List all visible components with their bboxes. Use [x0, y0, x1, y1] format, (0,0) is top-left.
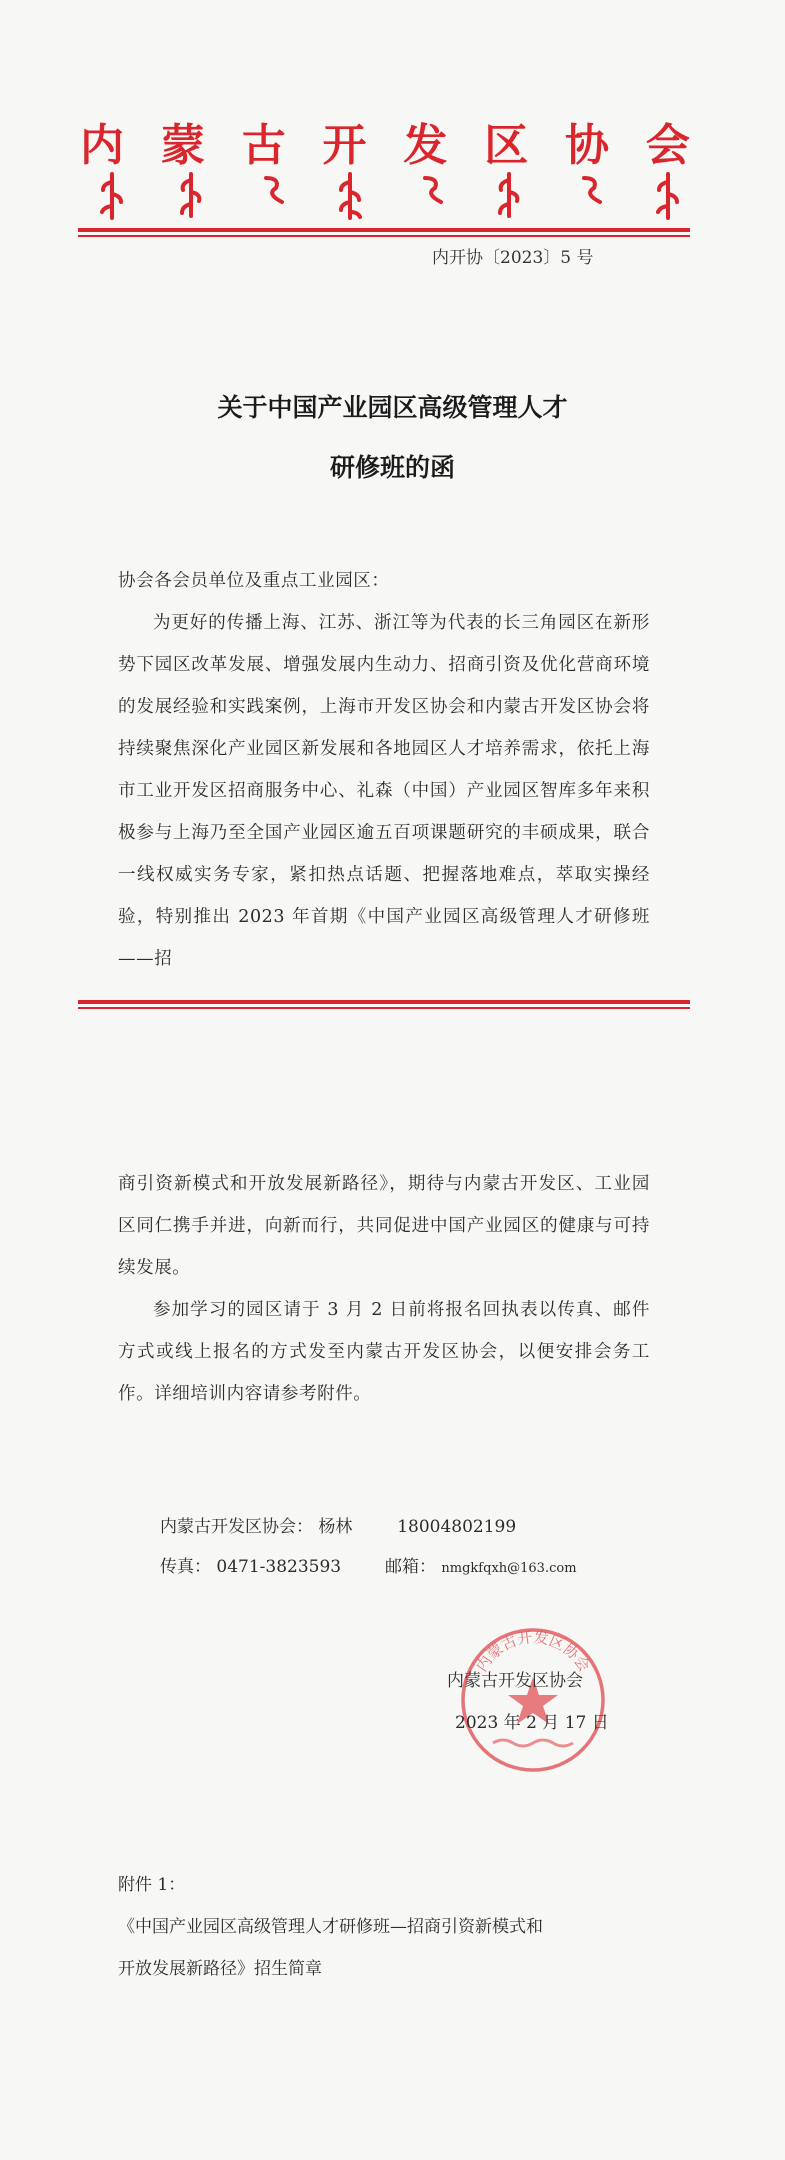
signature-org: 内蒙古开发区协会: [447, 1671, 583, 1691]
letterhead-char: 开: [322, 120, 367, 171]
letterhead-char: 协: [565, 120, 610, 171]
contact-org-label: 内蒙古开发区协会：: [160, 1517, 313, 1537]
document-title-line1: 关于中国产业园区高级管理人才: [217, 393, 568, 422]
letterhead-divider: [78, 228, 690, 237]
attachment-label: 附件 1：: [118, 1875, 186, 1895]
body-paragraph-page1: 为更好的传播上海、江苏、浙江等为代表的长三角园区在新形势下园区改革发展、增强发展内生动力、招商引资及优化营商环境的发展经验和实践案例，上海市开发区协会和内蒙古开发区协会将持续聚焦深化产业园区新发展和各地园区人才培养需求，依托上海市工业开发区招商服务中心、礼森（中国）产业园区智库多年来积极参与上海乃至全国产业园区逾五百项课题研究的丰硕成果，联合一线权威实务专家，紧扣热点话题、把握落地难点，萃取实操经验，特别推出 2023 年首期《中国产业园区高级管理人才研修班——招: [118, 613, 650, 969]
mongolian-word-glyph: [572, 172, 606, 222]
signature-date: 2023 年 2 月 17 日: [455, 1713, 609, 1733]
mongolian-word-glyph: [413, 172, 447, 222]
contact-email-line: [385, 1552, 577, 1577]
letterhead-char: 会: [645, 120, 690, 171]
body-paragraph-registration: 参加学习的园区请于 3 月 2 日前将报名回执表以传真、邮件方式或线上报名的方式发至内蒙古开发区协会，以便安排会务工作。详细培训内容请参考附件。: [118, 1300, 650, 1404]
attachment-title-line1: 《中国产业园区高级管理人才研修班—招商引资新模式和: [118, 1917, 543, 1937]
contact-phone: 18004802199: [397, 1517, 517, 1537]
fax-label: 传真：: [160, 1557, 211, 1577]
email-label: 邮箱：: [385, 1557, 436, 1577]
mongolian-word-glyph: [95, 172, 129, 222]
letterhead-char: 内: [80, 120, 124, 171]
mongolian-word-glyph: [333, 172, 367, 222]
contact-person: 杨林: [318, 1517, 353, 1537]
fax-number: 0471-3823593: [216, 1557, 342, 1577]
letterhead-char: 古: [241, 120, 286, 171]
contact-fax-line: [160, 1552, 341, 1577]
mongolian-word-glyph: [651, 172, 685, 222]
official-seal: [458, 1625, 608, 1775]
attachment-title-line2: 开放发展新路径》招生简章: [118, 1959, 322, 1979]
contact-org-line: [160, 1512, 516, 1537]
body-paragraph-continued: 商引资新模式和开放发展新路径》，期待与内蒙古开发区、工业园区同仁携手并进，向新而行，共同促进中国产业园区的健康与可持续发展。: [118, 1174, 650, 1278]
document-number: 内开协〔2023〕5 号: [432, 248, 594, 268]
page-break-divider: [78, 1000, 690, 1009]
document-title-line2: 研修班的函: [329, 453, 455, 482]
salutation: 协会各会员单位及重点工业园区：: [118, 571, 390, 591]
mongolian-word-glyph: [254, 172, 288, 222]
letterhead-char: 发: [403, 120, 448, 171]
letterhead-char: 区: [484, 120, 529, 171]
mongolian-word-glyph: [174, 172, 208, 222]
letterhead-char: 蒙: [160, 120, 205, 171]
email-address: nmgkfqxh@163.com: [441, 1561, 577, 1576]
mongolian-script-row: [95, 172, 685, 222]
mongolian-word-glyph: [492, 172, 526, 222]
svg-text:内蒙古开发区协会: 内蒙古开发区协会: [472, 1628, 594, 1675]
letterhead-org-name: [80, 118, 690, 174]
